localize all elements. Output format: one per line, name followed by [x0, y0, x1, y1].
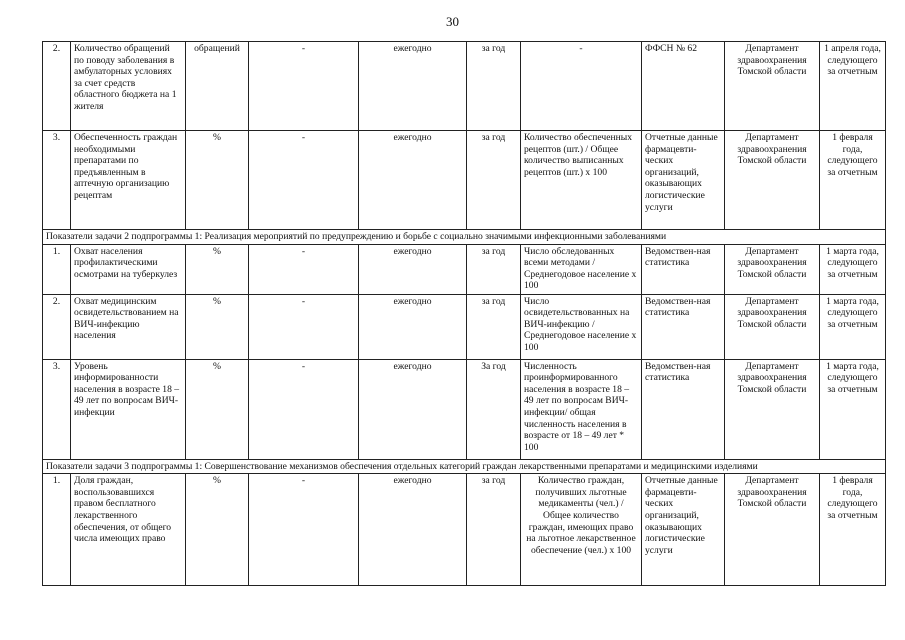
frequency: ежегодно: [359, 244, 467, 294]
formula: Количество обеспеченных рецептов (шт.) / Общее количество выписанных рецептов (шт.) х 100: [521, 131, 642, 230]
indicator-name: Доля граждан, воспользовавшихся правом бесплатного лекарственного обеспечения, от общего числа имеющих право: [71, 474, 186, 586]
section-3-title: Показатели задачи 3 подпрограммы 1: Совершенствование механизмов обеспечения отдельных категорий граждан лекарственными препаратами и медицинскими изделиями: [43, 459, 886, 474]
row-number: 1.: [43, 474, 71, 586]
table-row: [43, 42, 886, 131]
deadline: 1 апреля года, следующего за отчетным: [820, 42, 886, 131]
characteristic: -: [249, 42, 359, 131]
table-row: [43, 294, 886, 359]
responsible: Департамент здравоохранения Томской области: [725, 359, 820, 459]
frequency: ежегодно: [359, 359, 467, 459]
table-row: [43, 244, 886, 294]
table-row: [43, 359, 886, 459]
deadline: 1 марта года, следующего за отчетным: [820, 294, 886, 359]
data-source: Отчетные данные фармацевти-ческих организаций, оказывающих логистические услуги: [642, 474, 725, 586]
period: за год: [467, 42, 521, 131]
formula: Численность проинформированного населения в возрасте 18 – 49 лет по вопросам ВИЧ-инфекции/ общая численность населения в возрасте от 18 – 49 лет * 100: [521, 359, 642, 459]
responsible: Департамент здравоохранения Томской области: [725, 294, 820, 359]
responsible: Департамент здравоохранения Томской области: [725, 474, 820, 586]
indicator-name: Охват населения профилактическими осмотрами на туберкулез: [71, 244, 186, 294]
characteristic: -: [249, 131, 359, 230]
frequency: ежегодно: [359, 42, 467, 131]
indicators-table: [42, 41, 886, 586]
formula: Количество граждан, получивших льготные медикаменты (чел.) / Общее количество граждан, имеющих право на льготное лекарственное обеспечение (чел.) х 100: [521, 474, 642, 586]
deadline: 1 марта года, следующего за отчетным: [820, 359, 886, 459]
characteristic: -: [249, 359, 359, 459]
responsible: Департамент здравоохранения Томской области: [725, 42, 820, 131]
formula: Число обследованных всеми методами / Среднегодовое население х 100: [521, 244, 642, 294]
row-number: 3.: [43, 359, 71, 459]
period: за год: [467, 474, 521, 586]
row-number: 2.: [43, 294, 71, 359]
period: за год: [467, 244, 521, 294]
unit: %: [186, 474, 249, 586]
period: за год: [467, 131, 521, 230]
responsible: Департамент здравоохранения Томской области: [725, 131, 820, 230]
period: за год: [467, 294, 521, 359]
period: За год: [467, 359, 521, 459]
table-row: [43, 131, 886, 230]
formula: -: [521, 42, 642, 131]
row-number: 2.: [43, 42, 71, 131]
data-source: Ведомствен-ная статистика: [642, 359, 725, 459]
unit: %: [186, 131, 249, 230]
characteristic: -: [249, 294, 359, 359]
frequency: ежегодно: [359, 474, 467, 586]
formula: Число освидетельствованных на ВИЧ-инфекцию / Среднегодовое население х 100: [521, 294, 642, 359]
deadline: 1 марта года, следующего за отчетным: [820, 244, 886, 294]
section-2-title: Показатели задачи 2 подпрограммы 1: Реализация мероприятий по предупреждению и борьбе с социально значимыми инфекционными заболеваниями: [43, 230, 886, 245]
frequency: ежегодно: [359, 294, 467, 359]
characteristic: -: [249, 474, 359, 586]
indicator-name: Обеспеченность граждан необходимыми препаратами по предъявленным в аптечную организацию рецептам: [71, 131, 186, 230]
unit: %: [186, 359, 249, 459]
responsible: Департамент здравоохранения Томской области: [725, 244, 820, 294]
deadline: 1 февраля года, следующего за отчетным: [820, 131, 886, 230]
characteristic: -: [249, 244, 359, 294]
data-source: ФФСН № 62: [642, 42, 725, 131]
indicator-name: Количество обращений по поводу заболевания в амбулаторных условиях за счет средств областного бюджета на 1 жителя: [71, 42, 186, 131]
data-source: Ведомствен-ная статистика: [642, 244, 725, 294]
section-header-row: [43, 459, 886, 474]
unit: %: [186, 294, 249, 359]
unit: %: [186, 244, 249, 294]
table-row: [43, 474, 886, 586]
indicator-name: Уровень информированности населения в возрасте 18 – 49 лет по вопросам ВИЧ-инфекции: [71, 359, 186, 459]
row-number: 1.: [43, 244, 71, 294]
page-number: 30: [446, 14, 459, 29]
row-number: 3.: [43, 131, 71, 230]
frequency: ежегодно: [359, 131, 467, 230]
indicator-name: Охват медицинским освидетельствованием на ВИЧ-инфекцию населения: [71, 294, 186, 359]
deadline: 1 февраля года, следующего за отчетным: [820, 474, 886, 586]
unit: обращений: [186, 42, 249, 131]
section-header-row: [43, 230, 886, 245]
data-source: Ведомствен-ная статистика: [642, 294, 725, 359]
data-source: Отчетные данные фармацевти-ческих организаций, оказывающих логистические услуги: [642, 131, 725, 230]
